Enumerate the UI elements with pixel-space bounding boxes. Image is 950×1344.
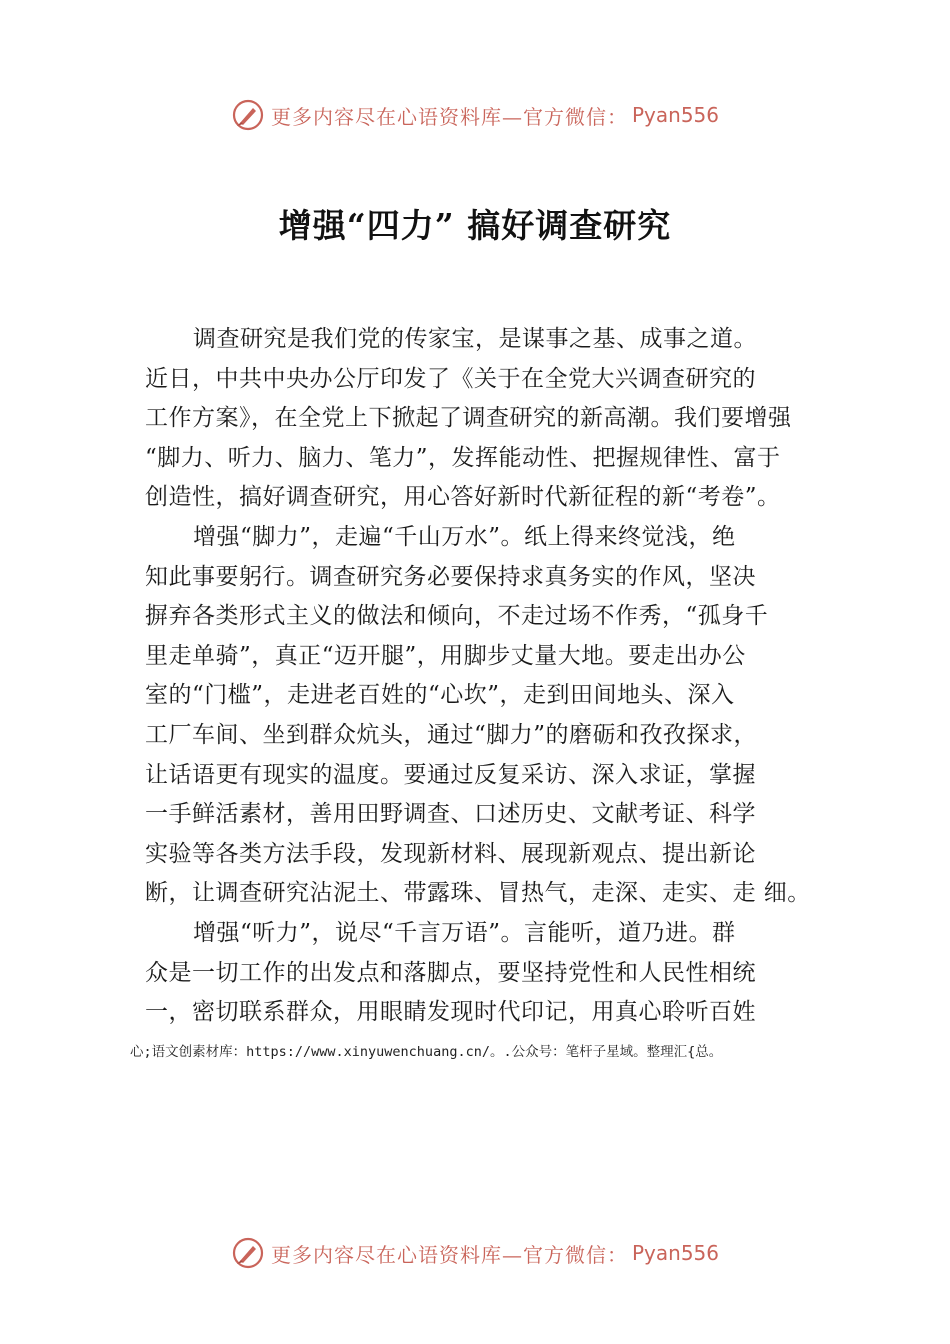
body-line: 一，密切联系群众，用眼睛发现时代印记，用真心聆听百姓 [145, 999, 756, 1026]
document-title: 增强“四力” 搞好调查研究 [278, 206, 672, 245]
body-line: 增强“脚力”，走遍“千山万水”。纸上得来终觉浅，绝 [193, 523, 736, 550]
banner-text: 更多内容尽在心语资料库—官方微信： [270, 104, 628, 129]
banner-wechat-handle: Pyan556 [631, 103, 719, 127]
body-line: 断，让调查研究沾泥土、带露珠、冒热气，走深、走实、走 细。 [145, 880, 811, 907]
body-line: 调查研究是我们党的传家宝，是谋事之基、成事之道。 [193, 326, 757, 352]
body-line: 摒弃各类形式主义的做法和倾向，不走过场不作秀，“孤身千 [145, 603, 769, 630]
footer-banner [0, 1233, 950, 1273]
body-line: 实验等各类方法手段，发现新材料、展现新观点、提出新论 [145, 840, 756, 867]
body-line: 工厂车间、坐到群众炕头，通过“脚力”的磨砺和孜孜探求， [145, 721, 758, 748]
body-line: “脚力、听力、脑力、笔力”，发挥能动性、把握规律性、富于 [145, 444, 781, 471]
banner-wechat-handle: Pyan556 [631, 1241, 719, 1265]
document-body [145, 320, 820, 1033]
body-line: 知此事要躬行。调查研究务必要保持求真务实的作风，坚决 [145, 563, 756, 590]
body-line: 创造性，搞好调查研究，用心答好新时代新征程的新“考卷”。 [145, 484, 781, 511]
pen-nib-logo-icon [231, 98, 265, 132]
body-line: 让话语更有现实的温度。要通过反复采访、深入求证，掌握 [145, 761, 756, 788]
body-line: 近日，中共中央办公厅印发了《关于在全党大兴调查研究的 [145, 365, 756, 392]
pen-nib-logo-icon [231, 1236, 265, 1270]
body-line: 众是一切工作的出发点和落脚点，要坚持党性和人民性相统 [145, 959, 756, 986]
source-note: 心;语文创素材库：https://www.xinyuwenchuang.cn/。.公众号：笔杆子星域。整理汇{总。 [130, 1044, 723, 1060]
body-line: 工作方案》，在全党上下掀起了调查研究的新高潮。我们要增强 [145, 405, 792, 432]
body-line: 一手鲜活素材，善用田野调查、口述历史、文献考证、科学 [145, 801, 756, 828]
header-banner [0, 95, 950, 135]
banner-text: 更多内容尽在心语资料库—官方微信： [270, 1242, 628, 1267]
body-line: 增强“听力”，说尽“千言万语”。言能听，道乃进。群 [193, 919, 736, 946]
body-line: 里走单骑”，真正“迈开腿”，用脚步丈量大地。要走出办公 [145, 642, 746, 669]
body-line: 室的“门槛”，走进老百姓的“心坎”，走到田间地头、深入 [145, 682, 735, 709]
